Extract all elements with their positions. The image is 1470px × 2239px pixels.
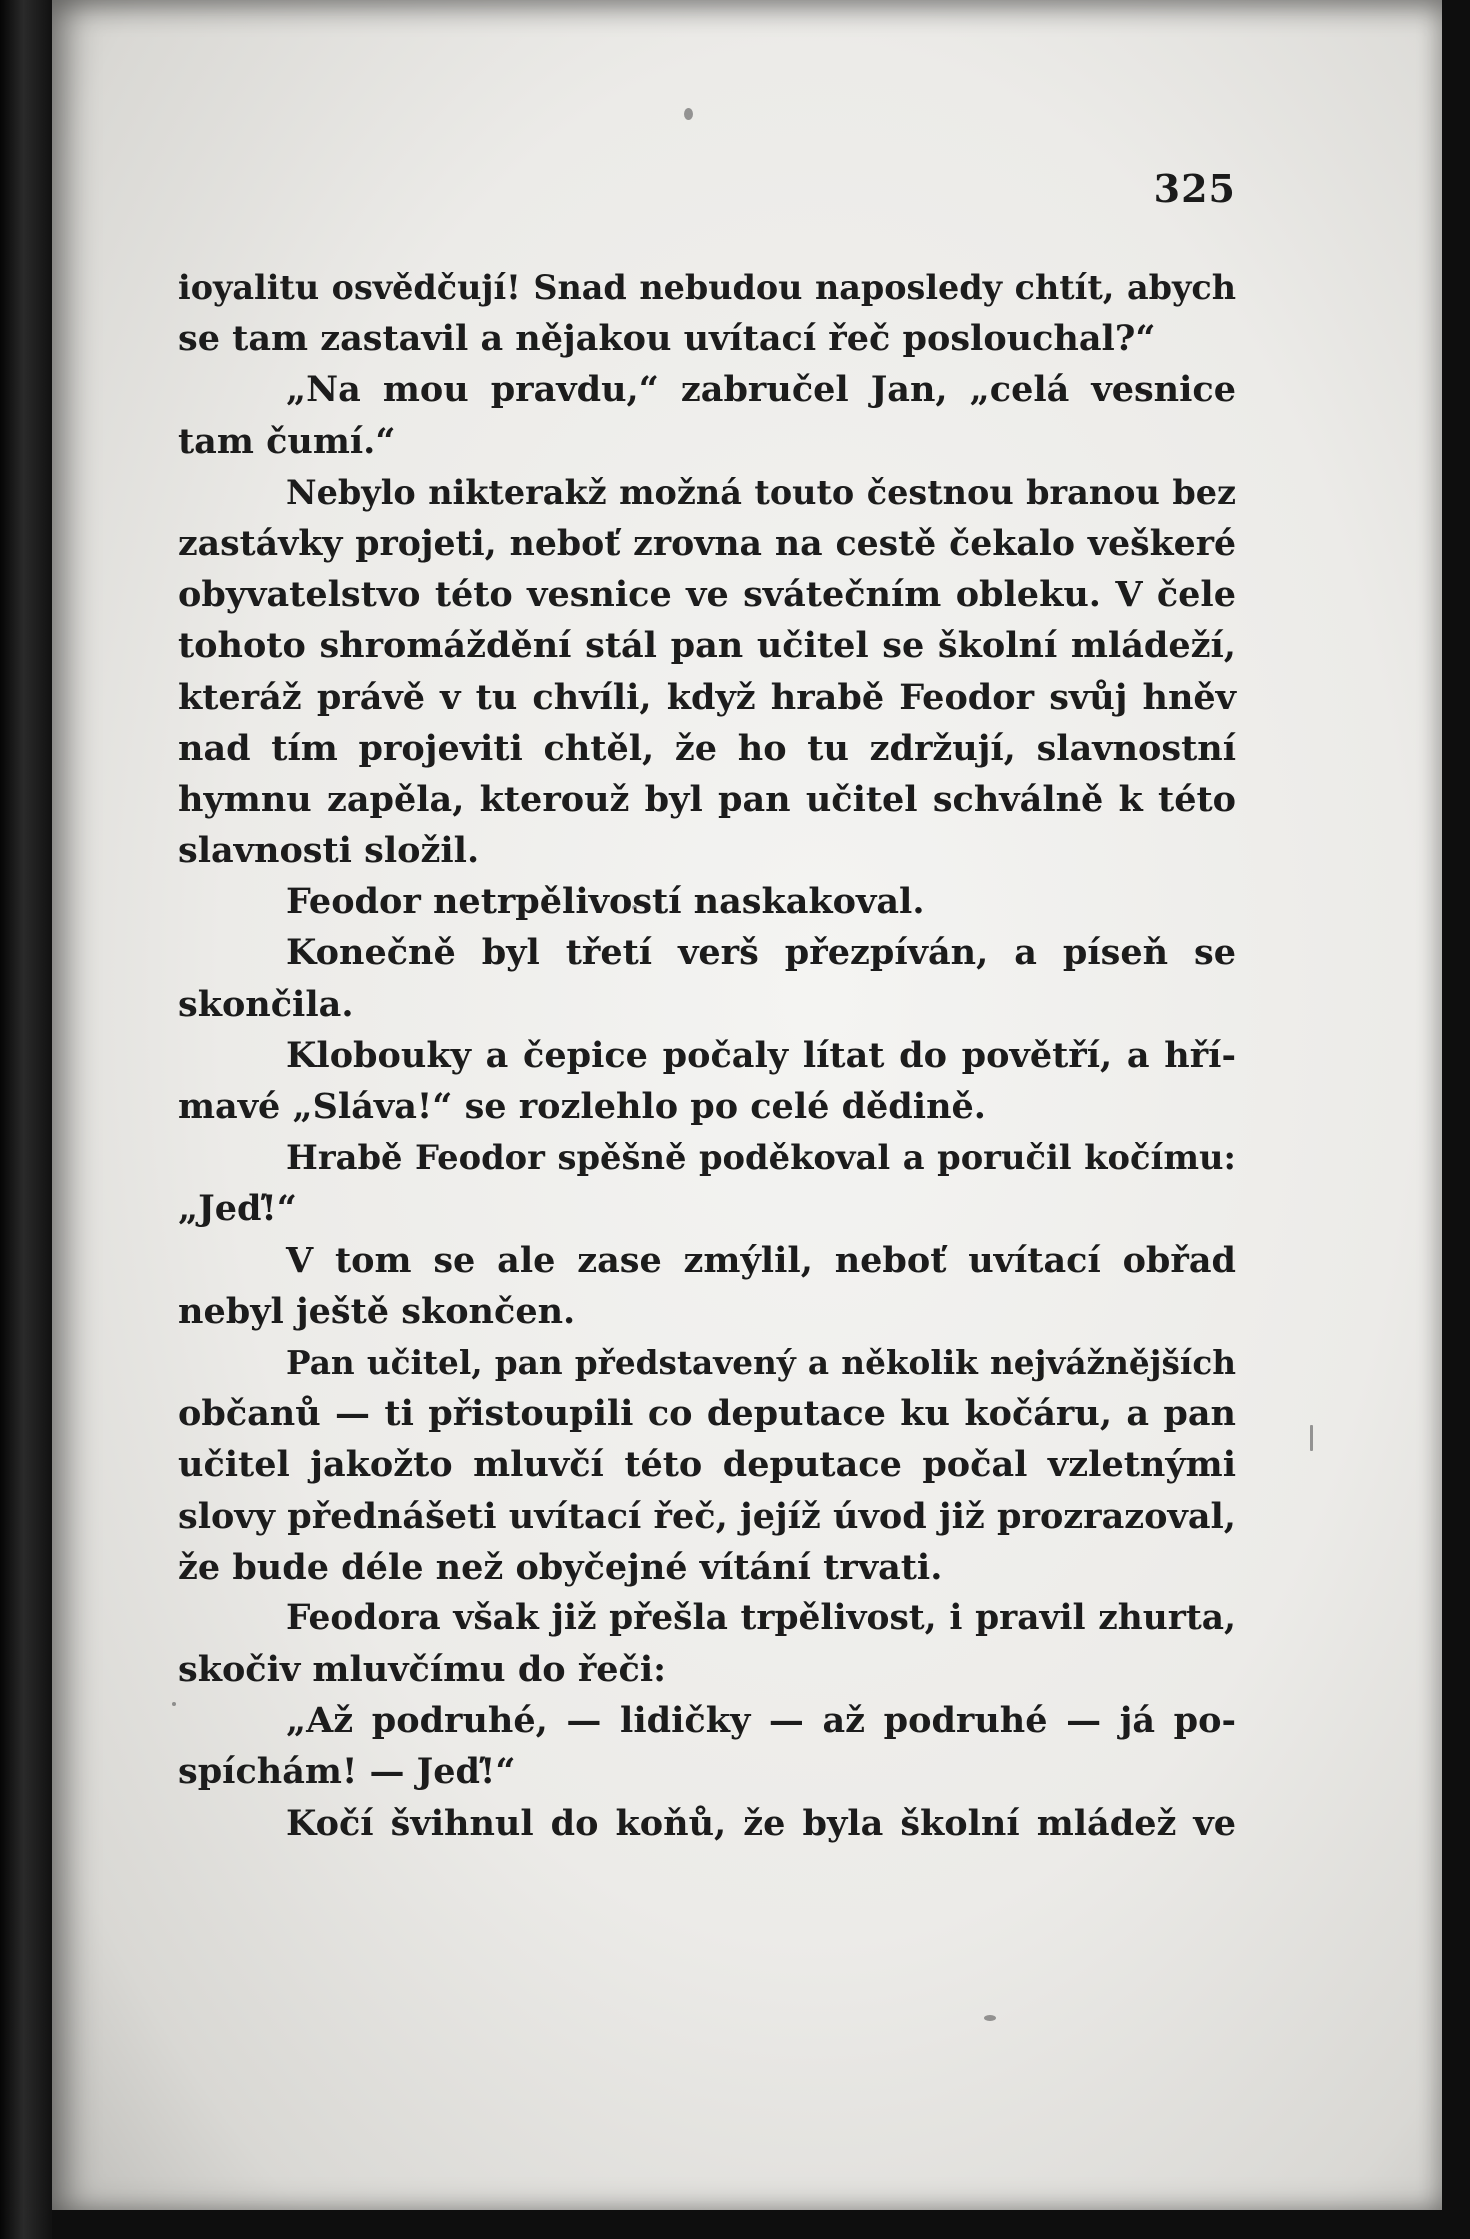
text-line: slovy přednášeti uvítací řeč, jejíž úvod již prozrazoval,: [178, 1495, 1236, 1537]
text-line: nad tím projeviti chtěl, že ho tu zdržují, slavnostní: [178, 727, 1236, 769]
text-line: hymnu zapěla, kterouž byl pan učitel schválně k této: [178, 778, 1236, 820]
text-line: že bude déle než obyčejné vítání trvati.: [178, 1546, 943, 1588]
text-line: ioyalitu osvědčují! Snad nebudou naposledy chtít, abych: [178, 268, 1236, 307]
text-line: mavé „Sláva!“ se rozlehlo po celé dědině.: [178, 1086, 986, 1127]
paragraph-start: Nebylo nikterakž možná touto čestnou branou bez: [286, 472, 1236, 512]
text-line: „Jeď!“: [178, 1188, 297, 1230]
text-line: tohoto shromáždění stál pan učitel se školní mládeží,: [178, 625, 1236, 667]
paragraph-start: Feodora však již přešla trpělivost, i pravil zhurta,: [286, 1597, 1236, 1638]
text-line: slavnosti složil.: [178, 830, 480, 872]
paper-speck: [984, 2015, 996, 2021]
paragraph-start: Pan učitel, pan představený a několik nejvážnějších: [286, 1342, 1236, 1382]
text-line: obyvatelstvo této vesnice ve svátečním obleku. V čele: [178, 574, 1236, 616]
text-line: učitel jakožto mluvčí této deputace počal vzletnými: [178, 1444, 1236, 1486]
paragraph-start: Hrabě Feodor spěšně poděkoval a poručil kočímu:: [286, 1137, 1236, 1178]
paragraph-start: Kočí švihnul do koňů, že byla školní mládež ve: [286, 1802, 1236, 1844]
text-line: kteráž právě v tu chvíli, když hrabě Feodor svůj hněv: [178, 676, 1236, 718]
text-line: zastávky projeti, neboť zrovna na cestě čekalo veškeré: [178, 522, 1236, 564]
text-line: skončila.: [178, 983, 354, 1025]
text-line: spíchám! — Jeď!“: [178, 1751, 516, 1793]
page-number: 325: [1153, 166, 1236, 211]
paper-speck: [1310, 1425, 1313, 1451]
paragraph-start: Konečně byl třetí verš přezpíván, a píseň se: [286, 932, 1236, 974]
paper-speck: [684, 108, 693, 120]
text-line: se tam zastavil a nějakou uvítací řeč poslouchal?“: [178, 318, 1156, 360]
book-spine: [0, 0, 52, 2239]
text-line: nebyl ještě skončen.: [178, 1290, 576, 1332]
paragraph-start: V tom se ale zase zmýlil, neboť uvítací obřad: [286, 1239, 1236, 1281]
paragraph-start: Klobouky a čepice počaly lítat do povětří, a hří-: [286, 1034, 1236, 1076]
paper-speck: [172, 1702, 176, 1706]
paragraph-start: „Až podruhé, — lidičky — až podruhé — já po-: [286, 1700, 1236, 1742]
paragraph-start: Feodor netrpělivostí naskakoval.: [286, 881, 925, 923]
text-line: tam čumí.“: [178, 420, 396, 462]
text-line: skočiv mluvčímu do řeči:: [178, 1649, 667, 1691]
text-line: občanů — ti přistoupili co deputace ku kočáru, a pan: [178, 1393, 1236, 1435]
body-text: [178, 262, 1236, 1849]
paragraph-start: „Na mou pravdu,“ zabručel Jan, „celá vesnice: [286, 369, 1236, 411]
